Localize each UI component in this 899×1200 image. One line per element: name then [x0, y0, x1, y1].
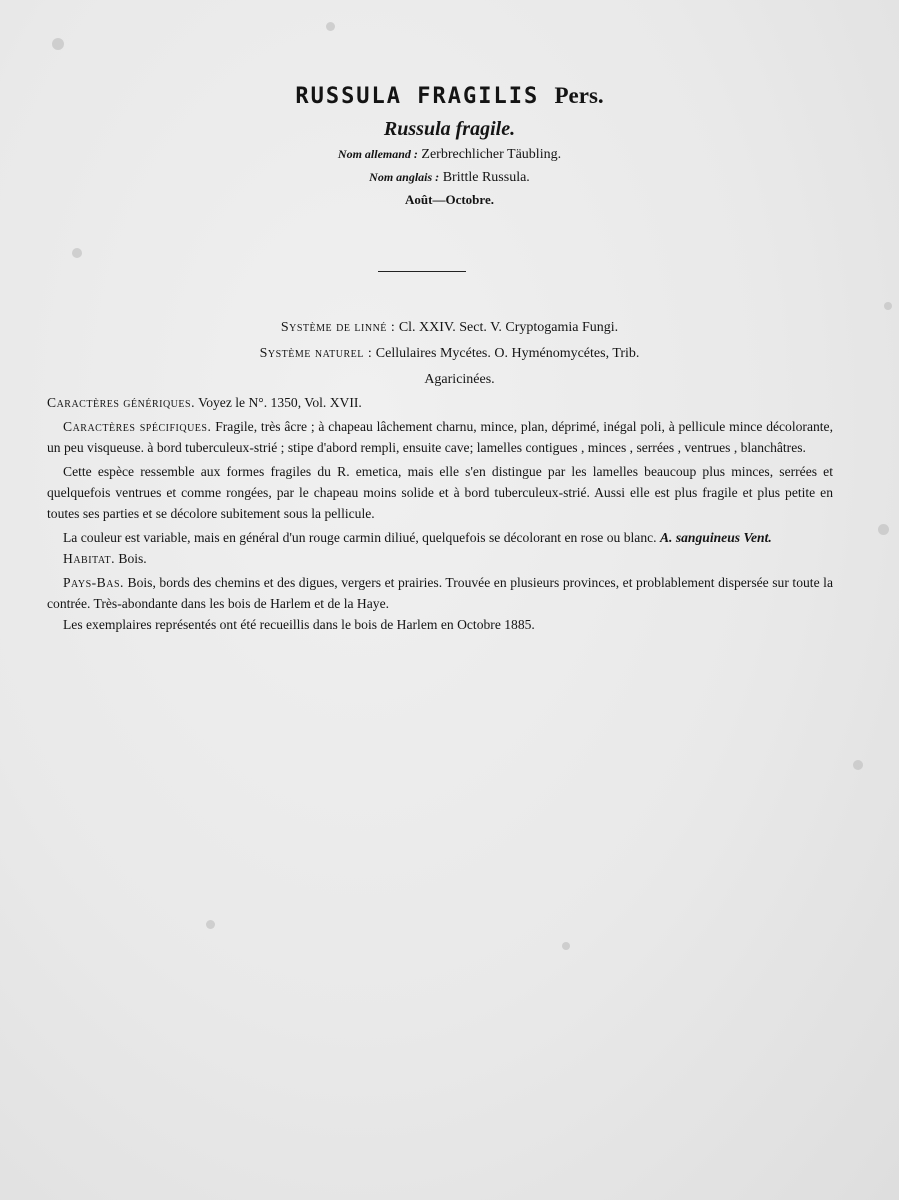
english-name-value: Brittle Russula. [442, 170, 530, 185]
linne-line [0, 315, 899, 341]
color-synonym: A. sanguineus Vent. [659, 530, 772, 545]
species-name: RUSSULA FRAGILIS [295, 84, 540, 109]
page-subtitle: Russula fragile. [383, 118, 516, 140]
german-name-line [0, 143, 899, 166]
naturel-value: Cellulaires Mycétes. O. Hyménomycétes, Trib. [375, 346, 640, 361]
color-text: La couleur est variable, mais en général d'un rouge carmin diliué, quelquefois se décolorant en rose ou blanc. [63, 530, 657, 545]
color-paragraph [47, 527, 833, 548]
generic-characters-label: Caractères génériques. [47, 395, 195, 410]
species-author: Pers. [554, 83, 604, 108]
habitat-value: Bois. [118, 551, 147, 566]
naturel-continuation: Agaricinées. [424, 372, 495, 387]
english-name-line [0, 166, 899, 189]
paper-speck [326, 22, 335, 31]
paper-speck [72, 248, 82, 258]
generic-characters-paragraph [47, 392, 833, 413]
title-block [0, 82, 899, 211]
paysbas-paragraph [47, 572, 833, 614]
naturel-label: Système naturel : [259, 346, 373, 361]
species-comparison-paragraph: Cette espèce ressemble aux formes fragiles du R. emetica, mais elle s'en distingue par les lamelles beaucoup plus minces, serrées et quelquefois ventrues et comme rongées, par le chapeau moins solide et à bord tuberculeux-strié. Aussi elle est plus fragile et plus petite en toutes ses parties et se décolore subitement sous la pellicule. [47, 464, 833, 521]
specific-characters-paragraph [47, 416, 833, 458]
page-title [0, 82, 899, 111]
english-name-label: Nom anglais : [369, 170, 440, 184]
paper-speck [206, 920, 215, 929]
classification-block [0, 315, 899, 393]
paper-speck [853, 760, 863, 770]
specific-characters-label: Caractères spécifiques. [63, 419, 212, 434]
specimens-paragraph: Les exemplaires représentés ont été recueillis dans le bois de Harlem en Octobre 1885. [63, 617, 535, 632]
habitat-paragraph [47, 548, 833, 569]
linne-value: Cl. XXIV. Sect. V. Cryptogamia Fungi. [398, 320, 619, 335]
specific-characters-value: Fragile, très âcre ; à chapeau lâchement charnu, mince, plan, déprimé, inégal poli, à pellicule mince décolorante, un peu visqueuse. à bord tuberculeux-strié ; stipe d'abord rempli, ensuite cave; lamelles contigues , minces , serrées , ventrues , blanchâtres. [47, 419, 833, 455]
season-line: Août—Octobre. [405, 192, 494, 207]
paper-speck [878, 524, 889, 535]
paper-speck [562, 942, 570, 950]
paysbas-value: Bois, bords des chemins et des digues, vergers et prairies. Trouvée en plusieurs provinces, et problablement dispersée sur toute la contrée. Très-abondante dans les bois de Harlem et de la Haye. [47, 575, 833, 611]
paper-speck [52, 38, 64, 50]
german-name-value: Zerbrechlicher Täubling. [421, 147, 562, 162]
linne-label: Système de linné : [280, 320, 396, 335]
paysbas-label: Pays-Bas. [63, 575, 124, 590]
naturel-line [0, 341, 899, 367]
german-name-label: Nom allemand : [337, 147, 418, 161]
description-body [47, 392, 833, 635]
generic-characters-value: Voyez le N°. 1350, Vol. XVII. [198, 395, 362, 410]
paper-speck [884, 302, 892, 310]
habitat-label: Habitat. [63, 551, 115, 566]
section-divider [378, 271, 466, 272]
